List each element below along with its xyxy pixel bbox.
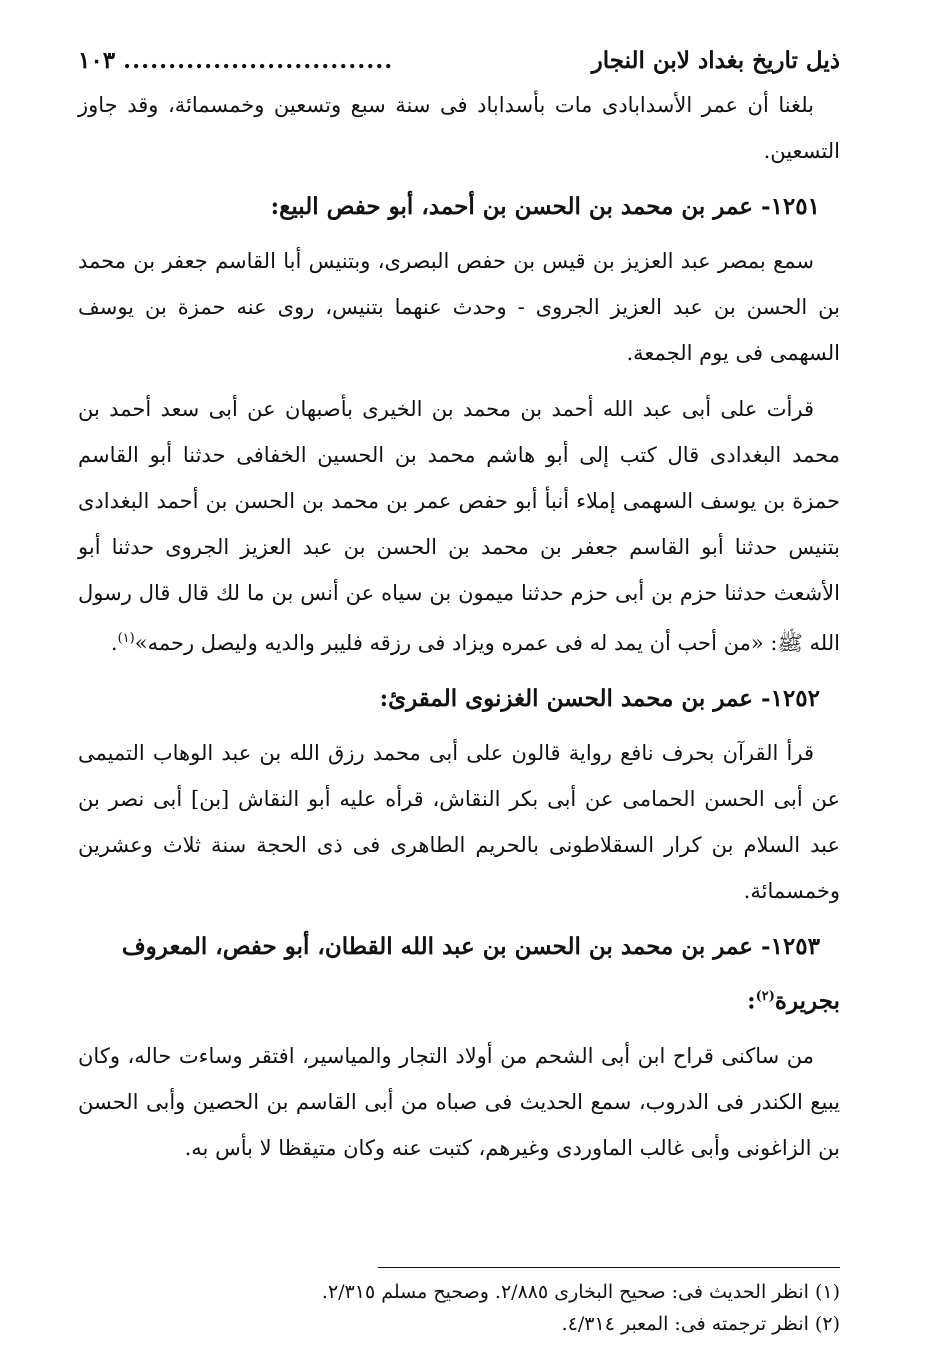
entry-heading-1251: ١٢٥١- عمر بن محمد بن الحسن بن أحمد، أبو حفص البيع:: [270, 193, 820, 220]
footnote-ref-1: (١): [117, 631, 135, 646]
entry-heading-1253-text: ١٢٥٣- عمر بن محمد بن الحسن بن عبد الله القطان، أبو حفص، المعروف بجريرة: [121, 933, 840, 1015]
footnote-1: (١) انظر الحديث فى: صحيح البخارى ٢/٨٨٥. وصحيح مسلم ٢/٣١٥.: [321, 1281, 840, 1303]
leader-dots: ..............................: [123, 47, 394, 74]
footnotes: [78, 1276, 840, 1340]
running-header: [78, 40, 840, 82]
footnote-ref-2: (٢): [755, 989, 775, 1004]
document-page: [78, 40, 840, 1350]
entry-1251-paragraph-1: سمع بمصر عبد العزيز بن قيس بن حفص البصرى، وبتنيس أبا القاسم جعفر بن محمد بن الحسن بن عبد العزيز الجروى - وحدث عنهما بتنيس، روى عنه حمزة بن يوسف السهمى فى يوم الجمعة.: [78, 249, 840, 365]
entry-1252-paragraph-1: قرأ القرآن بحرف نافع رواية قالون على أبى محمد رزق الله بن عبد الوهاب التميمى عن أبى الحسن الحمامى عن أبى بكر النقاش، قرأه عليه أبو النقاش [بن] أبى نصر بن عبد السلام بن كرار السقلاطونى بالحريم الطاهرى فى ذى الحجة سنة ثلاث وعشرين وخمسمائة.: [78, 741, 840, 903]
book-title: ذيل تاريخ بغداد لابن النجار: [591, 47, 840, 74]
footnote-divider: [378, 1267, 840, 1268]
entry-1253-paragraph-1: من ساكنى قراح ابن أبى الشحم من أولاد التجار والمياسير، افتقر وساءت حاله، وكان يبيع الكندر فى الدروب، سمع الحديث فى صباه من أبى القاسم بن الحصين وأبى الحسن بن الزاغونى وأبى غالب الماوردى وغيرهم، كتبت عنه وكان متيقظا لا بأس به.: [78, 1043, 840, 1160]
entry-1251-paragraph-2-text: قرأت على أبى عبد الله أحمد بن محمد بن الخيرى بأصبهان عن أبى سعد أحمد بن محمد البغدادى قال كتب إلى أبو هاشم محمد بن الحسين الخفافى حدثنا أبو القاسم حمزة بن يوسف السهمى إملاء أنبأ أبو حفص عمر بن محمد بن الحسن بن أحمد البغدادى بتنيس حدثنا أبو القاسم جعفر بن محمد بن الحسن بن عبد العزيز الجروى حدثنا أبو الأشعث حدثنا حزم بن أبى حزم حدثنا ميمون بن سياه عن أنس بن ما لك قال قال رسول الله ﷺ: «من أحب أن يمد له فى عمره ويزاد فى رزقه فليبر والديه وليصل رحمه»: [78, 397, 840, 655]
entry-1251-paragraph-2: قرأت على أبى عبد الله أحمد بن محمد بن الخيرى بأصبهان عن أبى سعد أحمد بن محمد البغدادى قال كتب إلى أبو هاشم محمد بن الحسين الخفافى حدثنا أبو القاسم حمزة بن يوسف السهمى إملاء أنبأ أبو حفص عمر بن محمد بن الحسن بن أحمد البغدادى بتنيس حدثنا أبو القاسم جعفر بن محمد بن الحسن بن عبد العزيز الجروى حدثنا أبو الأشعث حدثنا حزم بن أبى حزم حدثنا ميمون بن سياه عن أنس بن ما لك قال قال رسول الله ﷺ: «من أحب أن يمد له فى عمره ويزاد فى رزقه فليبر والديه وليصل رحمه»$^{(١)}$.: [78, 397, 840, 655]
footnote-2: (٢) انظر ترجمته فى: المعبر ٤/٣١٤.: [561, 1313, 840, 1335]
intro-paragraph: بلغنا أن عمر الأسدابادى مات بأسداباد فى سنة سبع وتسعين وخمسمائة، وقد جاوز التسعين.: [78, 93, 840, 163]
entry-heading-1252: ١٢٥٢- عمر بن محمد الحسن الغزنوى المقرئ:: [379, 685, 820, 712]
page-number: ١٠٣: [78, 47, 116, 74]
entry-heading-1253: ١٢٥٣- عمر بن محمد بن الحسن بن عبد الله القطان، أبو حفص، المعروف بجريرة$^{(٢)}$:: [121, 933, 840, 1015]
